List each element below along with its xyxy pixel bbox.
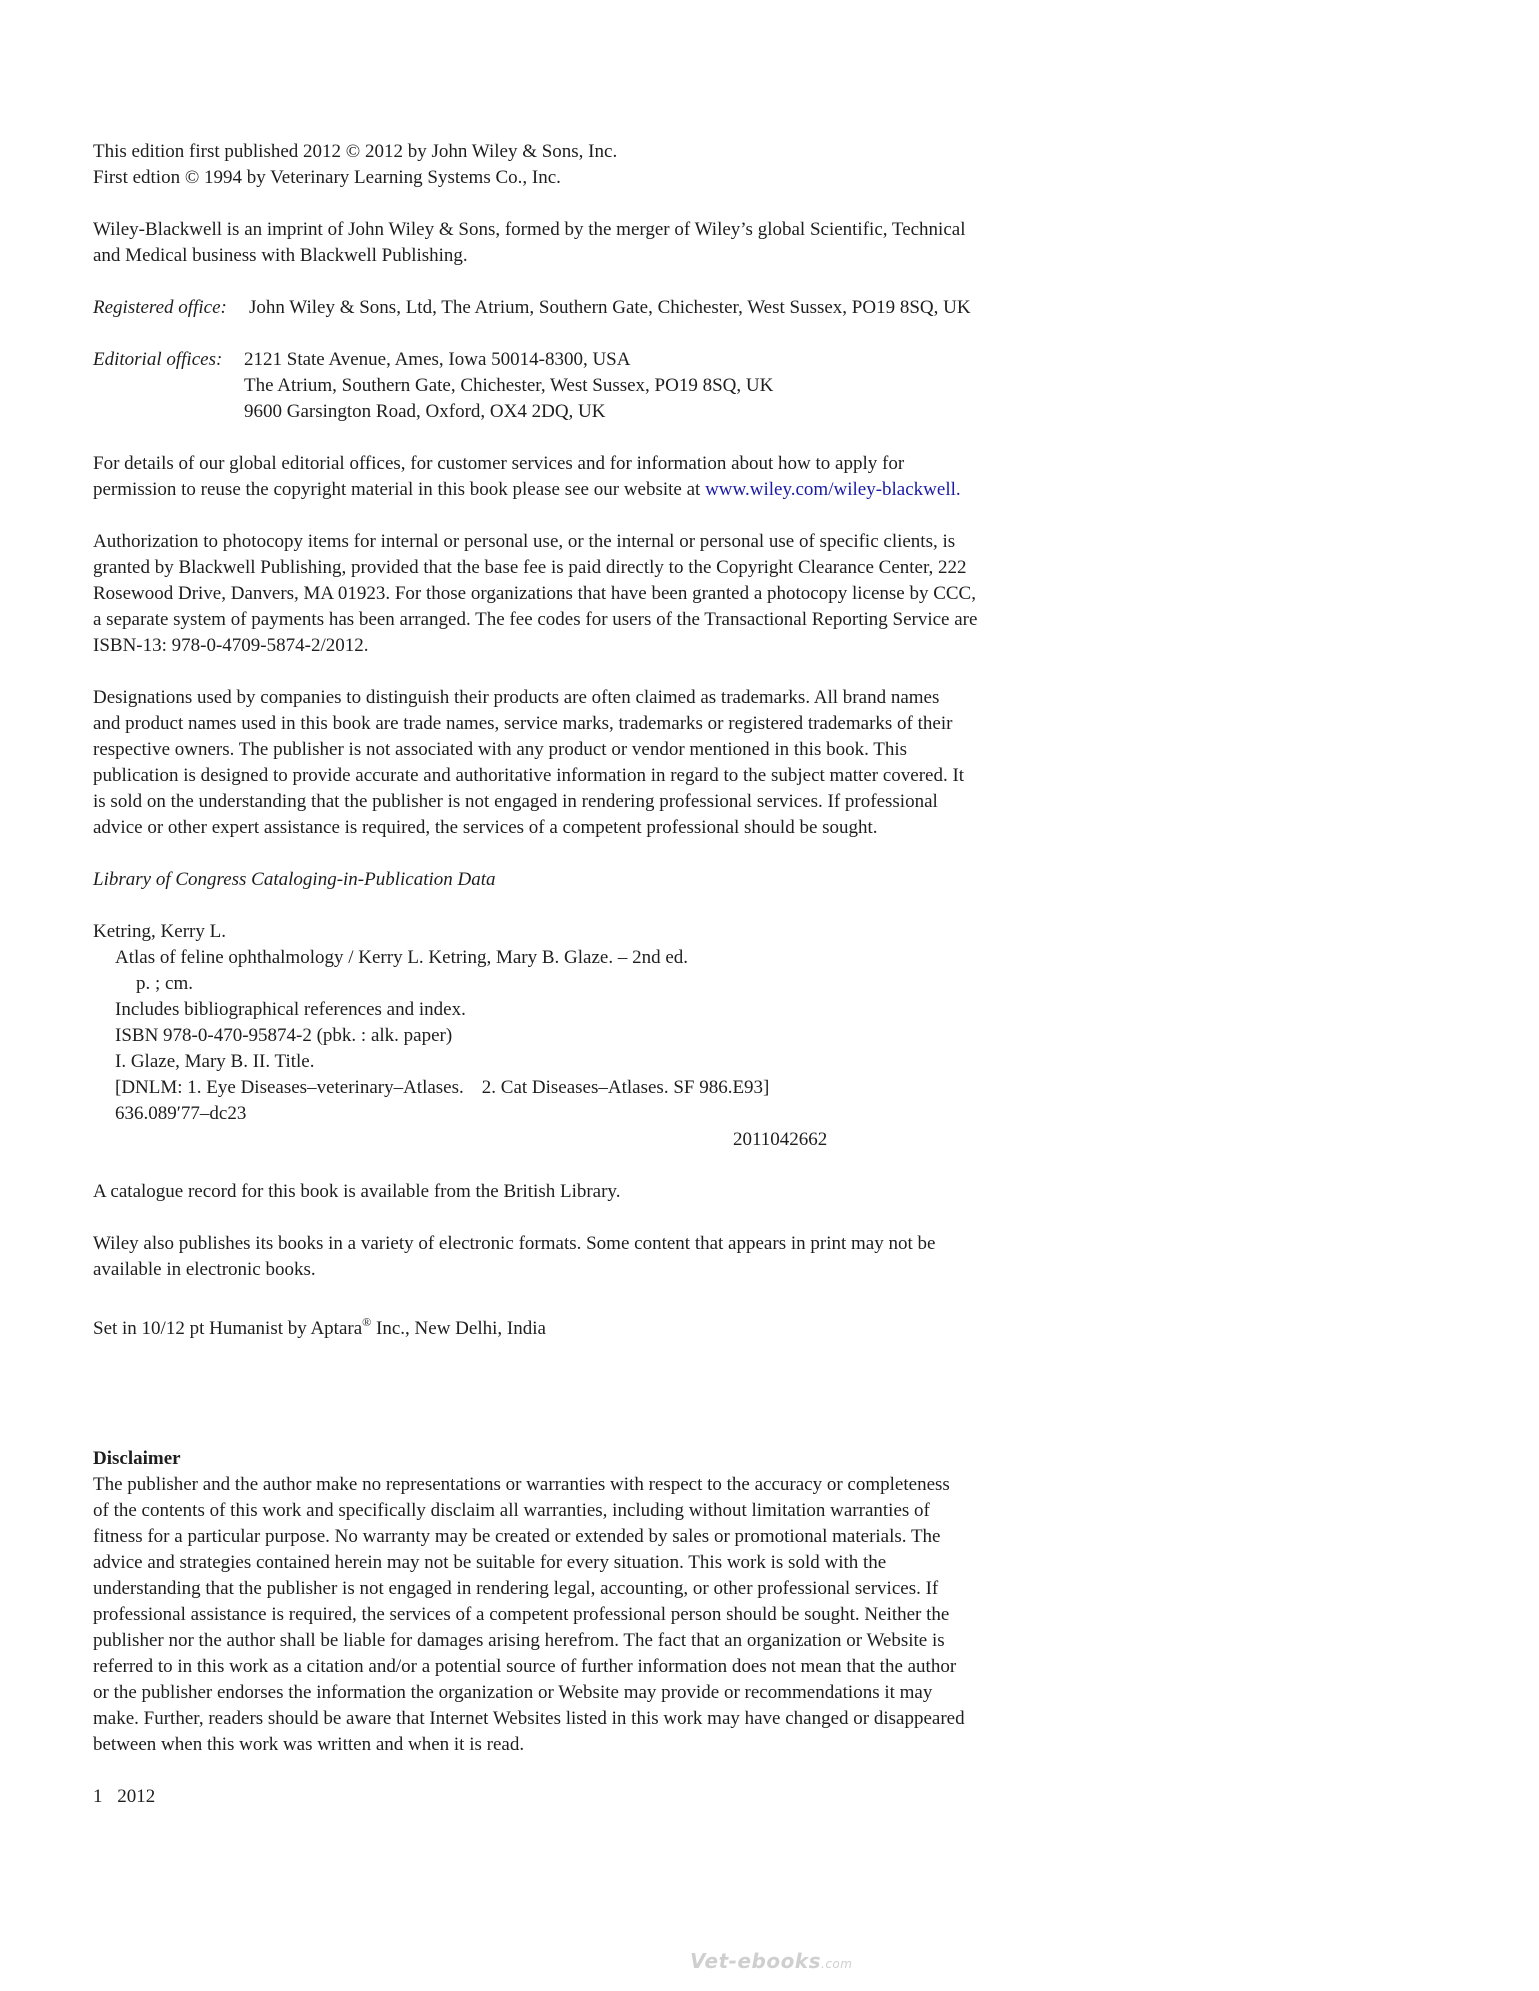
designations-line: and product names used in this book are trade names, service marks, trademarks or registered trademarks of their bbox=[93, 713, 953, 734]
electronic-formats-line: Wiley also publishes its books in a variety of electronic formats. Some content that appears in print may not be bbox=[93, 1233, 936, 1254]
disclaimer-line: between when this work was written and when it is read. bbox=[93, 1734, 525, 1755]
authorization-line: granted by Blackwell Publishing, provided that the base fee is paid directly to the Copyright Clearance Center, 222 bbox=[93, 557, 967, 578]
cip-dnlm-part: 2. Cat Diseases–Atlases. SF 986.E93] bbox=[481, 1077, 770, 1098]
print-line: 1 2012 bbox=[93, 1786, 156, 1807]
designations-line: publication is designed to provide accurate and authoritative information in regard to the subject matter covered. It bbox=[93, 765, 965, 786]
disclaimer-line: understanding that the publisher is not engaged in rendering legal, accounting, or other professional services. If bbox=[93, 1578, 939, 1599]
disclaimer-line: referred to in this work as a citation and/or a potential source of further information does not mean that the author bbox=[93, 1656, 957, 1677]
disclaimer-line: fitness for a particular purpose. No warranty may be created or extended by sales or promotional materials. The bbox=[93, 1526, 941, 1547]
disclaimer-line: The publisher and the author make no representations or warranties with respect to the accuracy or completeness bbox=[93, 1474, 950, 1495]
editorial-office-address: The Atrium, Southern Gate, Chichester, West Sussex, PO19 8SQ, UK bbox=[244, 375, 774, 396]
designations-line: Designations used by companies to distinguish their products are often claimed as trademarks. All brand names bbox=[93, 687, 940, 708]
disclaimer-heading: Disclaimer bbox=[93, 1448, 181, 1469]
disclaimer-line: of the contents of this work and specifically disclaim all warranties, including without limitation warranties of bbox=[93, 1500, 930, 1521]
watermark bbox=[690, 1948, 852, 1977]
imprint-line: and Medical business with Blackwell Publishing. bbox=[93, 245, 468, 266]
authorization-line: Authorization to photocopy items for internal or personal use, or the internal or personal use of specific clients, is bbox=[93, 531, 956, 552]
typeset-text: Inc., New Delhi, India bbox=[371, 1318, 546, 1339]
cip-added-entries: I. Glaze, Mary B. II. Title. bbox=[115, 1051, 315, 1072]
cip-dnlm-part: [DNLM: 1. Eye Diseases–veterinary–Atlases. bbox=[115, 1077, 464, 1098]
cip-author: Ketring, Kerry L. bbox=[93, 921, 226, 942]
watermark-suffix: .com bbox=[821, 1957, 853, 1971]
cip-heading: Library of Congress Cataloging-in-Publication Data bbox=[93, 869, 496, 890]
cip-isbn: ISBN 978-0-470-95874-2 (pbk. : alk. paper) bbox=[115, 1025, 453, 1046]
disclaimer-line: publisher nor the author shall be liable for damages arising herefrom. The fact that an organization or Website is bbox=[93, 1630, 945, 1651]
cip-dnlm bbox=[93, 1075, 1093, 1101]
designations-line: is sold on the understanding that the publisher is not engaged in rendering professional services. If professional bbox=[93, 791, 938, 812]
disclaimer-line: professional assistance is required, the services of a competent professional person should be sought. Neither the bbox=[93, 1604, 950, 1625]
editorial-office-address: 2121 State Avenue, Ames, Iowa 50014-8300, USA bbox=[244, 349, 631, 370]
disclaimer-line: or the publisher endorses the information the organization or Website may provide or recommendations it may bbox=[93, 1682, 933, 1703]
disclaimer-line: make. Further, readers should be aware that Internet Websites listed in this work may have changed or disappeared bbox=[93, 1708, 965, 1729]
editorial-offices-label: Editorial offices: bbox=[93, 349, 223, 370]
details-line: For details of our global editorial offices, for customer services and for information about how to apply for bbox=[93, 453, 905, 474]
copyright-page bbox=[93, 139, 1093, 1810]
copyright-line: First edtion © 1994 by Veterinary Learning Systems Co., Inc. bbox=[93, 167, 561, 188]
watermark-text: Vet-ebooks bbox=[690, 1949, 822, 1973]
authorization-line: a separate system of payments has been arranged. The fee codes for users of the Transactional Reporting Service are bbox=[93, 609, 978, 630]
registered-office bbox=[93, 295, 1093, 321]
designations-line: advice or other expert assistance is required, the services of a competent professional should be sought. bbox=[93, 817, 878, 838]
registered-office-address: John Wiley & Sons, Ltd, The Atrium, Southern Gate, Chichester, West Sussex, PO19 8SQ, UK bbox=[249, 297, 971, 318]
cip-title: Atlas of feline ophthalmology / Kerry L. Ketring, Mary B. Glaze. – 2nd ed. bbox=[115, 947, 689, 968]
typeset-line bbox=[93, 1309, 1093, 1342]
typeset-text: Set in 10/12 pt Humanist by Aptara bbox=[93, 1318, 363, 1339]
wiley-blackwell-link[interactable]: www.wiley.com/wiley-blackwell. bbox=[705, 479, 961, 500]
details-line bbox=[93, 477, 1093, 503]
cip-notes: Includes bibliographical references and index. bbox=[115, 999, 466, 1020]
copyright-line: This edition first published 2012 © 2012 by John Wiley & Sons, Inc. bbox=[93, 141, 618, 162]
imprint-line: Wiley-Blackwell is an imprint of John Wiley & Sons, formed by the merger of Wiley’s global Scientific, Technical bbox=[93, 219, 966, 240]
cip-classification: 636.089′77–dc23 bbox=[115, 1103, 247, 1124]
disclaimer-line: advice and strategies contained herein may not be suitable for every situation. This work is sold with the bbox=[93, 1552, 887, 1573]
registered-mark: ® bbox=[362, 1315, 372, 1329]
cip-physical: p. ; cm. bbox=[136, 973, 193, 994]
registered-office-label: Registered office: bbox=[93, 297, 227, 318]
authorization-line: ISBN-13: 978-0-4709-5874-2/2012. bbox=[93, 635, 369, 656]
editorial-offices bbox=[93, 347, 1093, 425]
editorial-office-address: 9600 Garsington Road, Oxford, OX4 2DQ, UK bbox=[244, 401, 606, 422]
cip-lccn: 2011042662 bbox=[733, 1129, 828, 1150]
designations-line: respective owners. The publisher is not associated with any product or vendor mentioned in this book. This bbox=[93, 739, 908, 760]
details-text: permission to reuse the copyright material in this book please see our website at bbox=[93, 479, 706, 500]
electronic-formats-line: available in electronic books. bbox=[93, 1259, 316, 1280]
british-library-note: A catalogue record for this book is available from the British Library. bbox=[93, 1181, 621, 1202]
authorization-line: Rosewood Drive, Danvers, MA 01923. For those organizations that have been granted a photocopy license by CCC, bbox=[93, 583, 976, 604]
